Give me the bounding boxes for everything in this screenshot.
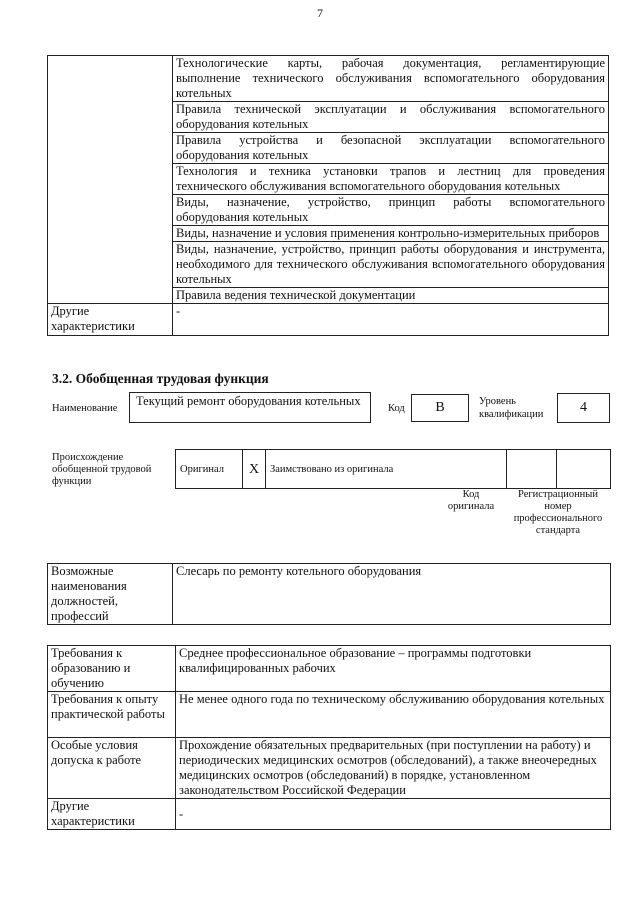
experience-value: Не менее одного года по техническому обслуживанию оборудования котельных [176, 692, 611, 738]
knowledge-label-cell [48, 56, 173, 304]
req-other-label: Другие характеристики [48, 799, 176, 830]
experience-label: Требования к опыту практической работы [48, 692, 176, 738]
education-value: Среднее профессиональное образование – программы подготовки квалифицированных рабочих [176, 646, 611, 692]
code-label: Код [388, 403, 405, 414]
borrowed-cell: Заимствовано из оригинала [266, 450, 507, 489]
positions-value: Слесарь по ремонту котельного оборудования [173, 564, 611, 625]
knowledge-row: Правила устройства и безопасной эксплуатации вспомогательного оборудования котельных [173, 133, 609, 164]
page-number: 7 [317, 6, 323, 20]
other-characteristics-value: - [173, 304, 609, 336]
original-mark: X [243, 450, 266, 489]
knowledge-row: Виды, назначение, устройство, принцип работы оборудования и инструмента, необходимого для технического обслуживания вспомогательного оборудования котельных [173, 242, 609, 288]
original-cell: Оригинал [176, 450, 243, 489]
knowledge-table [47, 55, 609, 336]
original-code-cell [507, 450, 557, 489]
code-original-caption: Код оригинала [447, 489, 495, 512]
conditions-label: Особые условия допуска к работе [48, 738, 176, 799]
knowledge-row: Технология и техника установки трапов и лестниц для проведения технического обслуживания вспомогательного оборудования котельных [173, 164, 609, 195]
section-title: 3.2. Обобщенная трудовая функция [52, 371, 269, 386]
requirements-table [47, 645, 611, 830]
knowledge-row: Правила ведения технической документации [173, 288, 609, 304]
registration-number-cell [557, 450, 611, 489]
origin-table [175, 449, 611, 489]
conditions-value: Прохождение обязательных предварительных (при поступлении на работу) и периодических медицинских осмотров (обследований), а также внеочередных медицинских осмотров (обследований) в порядке, установленном законодательством Российской Федерации [176, 738, 611, 799]
origin-label: Происхождение обобщенной трудовой функции [52, 452, 152, 487]
knowledge-row: Технологические карты, рабочая документация, регламентирующие выполнение технического обслуживания вспомогательного оборудования котельных [173, 56, 609, 102]
knowledge-row: Виды, назначение, устройство, принцип работы вспомогательного оборудования котельных [173, 195, 609, 226]
level-label: Уровень квалификации [479, 396, 544, 420]
positions-label: Возможные наименования должностей, профессий [48, 564, 173, 625]
positions-table [47, 563, 611, 625]
name-label: Наименование [52, 403, 118, 414]
level-box: 4 [557, 393, 610, 423]
knowledge-row: Виды, назначение и условия применения контрольно-измерительных приборов [173, 226, 609, 242]
function-name-box: Текущий ремонт оборудования котельных [129, 392, 371, 423]
knowledge-row: Правила технической эксплуатации и обслуживания вспомогательного оборудования котельных [173, 102, 609, 133]
other-characteristics-label: Другие характеристики [48, 304, 173, 336]
code-box: В [411, 394, 469, 422]
education-label: Требования к образованию и обучению [48, 646, 176, 692]
registration-caption: Регистрационный номер профессионального стандарта [513, 489, 603, 536]
req-other-value: - [176, 799, 611, 830]
